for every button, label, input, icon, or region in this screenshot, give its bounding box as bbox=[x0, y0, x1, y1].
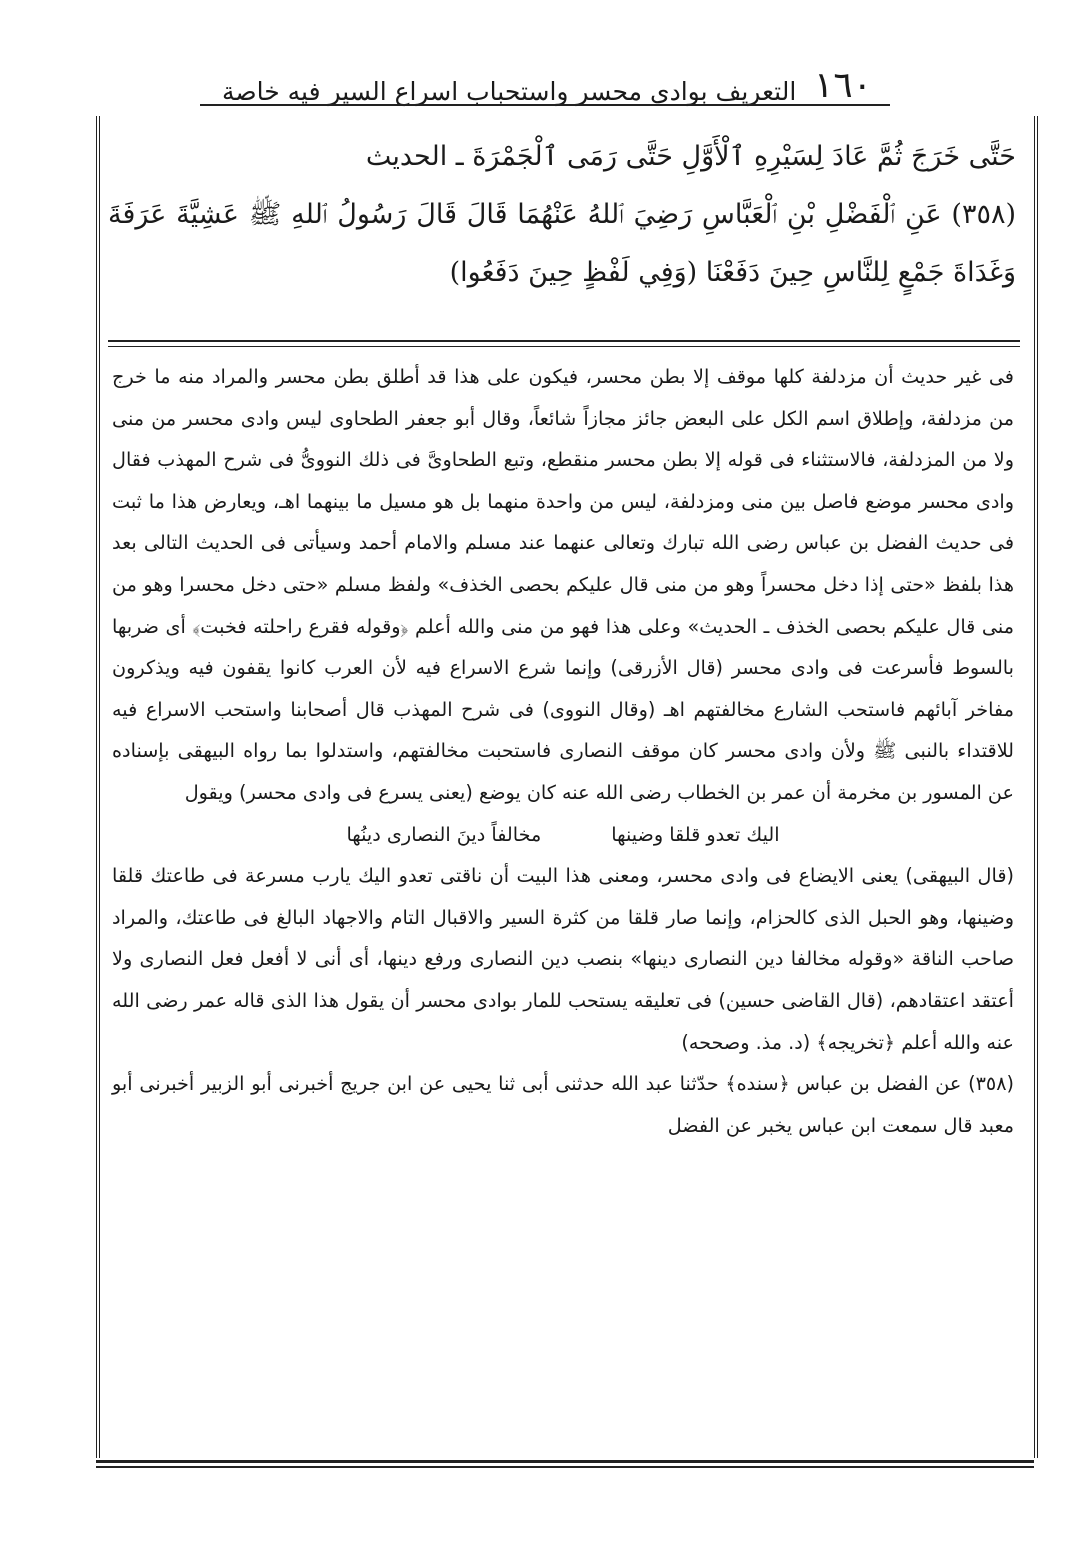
commentary-paragraph: فى غير حديث أن مزدلفة كلها موقف إلا بطن محسر، فيكون على هذا قد أطلق بطن محسر والمراد منه ما خرج من مزدلفة، وإطلاق اسم الكل على البعض جائز مجازاً شائعاً، وقال أبو جعفر الطحاوى ليس وادى محسر من منى ولا من المزدلفة، فالاستثناء فى قوله إلا بطن محسر منقطع، وتبع الطحاوىَّ فى ذلك النووىُّ فى شرح المهذب فقال وادى محسر موضع فاصل بين منى ومزدلفة، ليس من واحدة منهما بل هو مسيل ما بينهما اهـ، ويعارض هذا ما ثبت فى حديث الفضل بن عباس رضى الله تبارك وتعالى عنهما عند مسلم والامام أحمد وسيأتى فى الحديث التالى بعد هذا بلفظ «حتى إذا دخل محسراً وهو من منى قال عليكم بحصى الخذف» ولفظ مسلم «حتى دخل محسرا وهو من منى قال عليكم بحصى الخذف ـ الحديث» وعلى هذا فهو من منى والله أعلم ﴿وقوله فقرع راحلته فخبت﴾ أى ضربها بالسوط فأسرعت فى وادى محسر (قال الأزرقى) وإنما شرع الاسراع فيه لأن العرب كانوا يقفون فيه ويذكرون مفاخر آبائهم فاستحب الشارع مخالفتهم اهـ (وقال النووى) فى شرح المهذب قال أصحابنا واستحب الاسراع فيه للاقتداء بالنبى ﷺ ولأن وادى محسر كان موقف النصارى فاستحبت مخالفتهم، واستدلوا بما رواه البيهقى بإسناده عن المسور بن مخرمة أن عمر بن الخطاب رضى الله عنه كان يوضع (يعنى يسرع فى وادى محسر) ويقول bbox=[112, 365, 1014, 804]
page-number: ١٦٠ bbox=[813, 65, 872, 106]
running-title: التعريف بوادى محسر واستحباب اسراع السير فيه خاصة bbox=[222, 77, 797, 106]
commentary-paragraph: (قال البيهقى) يعنى الايضاع فى وادى محسر، ومعنى هذا البيت أن ناقتى تعدو اليك يارب مسرعة فى طاعتك قلقا وضينها، وهو الحبل الذى كالحزام، وإنما صار قلقا من كثرة السير والاقبال التام والاجهاد البالغ فى طاعتك، والمراد صاحب الناقة «وقوله مخالفا دين النصارى دينها» بنصب دين النصارى ورفع دينها، أى أنى لا أفعل فعل النصارى ولا أعتقد اعتقادهم، (قال القاضى حسين) فى تعليقه يستحب للمار بوادى محسر أن يقول هذا الذى قاله عمر رضى الله عنه والله أعلم ﴿تخريجه﴾ (د. مذ. وصححه) bbox=[112, 864, 1014, 1054]
matn-hadith-358: (٣٥٨) عَنِ ٱلْفَضْلِ بْنِ ٱلْعَبَّاسِ رَضِيَ ٱللهُ عَنْهُمَا قَالَ قَالَ رَسُولُ ٱللهِ ﷺ عَشِيَّةَ عَرَفَةَ وَغَدَاةَ جَمْعٍ لِلنَّاسِ حِينَ دَفَعْنَا (وَفِي لَفْظٍ حِينَ دَفَعُوا) bbox=[108, 199, 1016, 288]
commentary-isnad-358: (٣٥٨) عن الفضل بن عباس ﴿سنده﴾ حدّثنا عبد الله حدثنى أبى ثنا يحيى عن ابن جريج أخبرنى أبو الزبير أخبرنى أبو معبد قال سمعت ابن عباس يخبر عن الفضل bbox=[112, 1072, 1014, 1137]
matn-divider-thin bbox=[108, 346, 1020, 347]
header-rule bbox=[200, 104, 890, 106]
matn-divider bbox=[108, 340, 1020, 342]
footer-rule bbox=[96, 1460, 1034, 1463]
poetry-verse bbox=[112, 814, 1014, 856]
footer-rule-thin bbox=[96, 1466, 1034, 1468]
commentary-text bbox=[112, 356, 1014, 1146]
verse-first-hemistich: اليك تعدو قلقا وضينها bbox=[611, 822, 780, 846]
matn-line: حَتَّى خَرَجَ ثُمَّ عَادَ لِسَيْرِهِ ٱلْأَوَّلِ حَتَّى رَمَى ٱلْجَمْرَةَ ـ الحديث bbox=[365, 141, 1016, 172]
verse-second-hemistich: مخالفاً دينَ النصارى دينُها bbox=[346, 822, 542, 846]
page-header bbox=[200, 58, 890, 106]
matn-text bbox=[108, 128, 1016, 302]
